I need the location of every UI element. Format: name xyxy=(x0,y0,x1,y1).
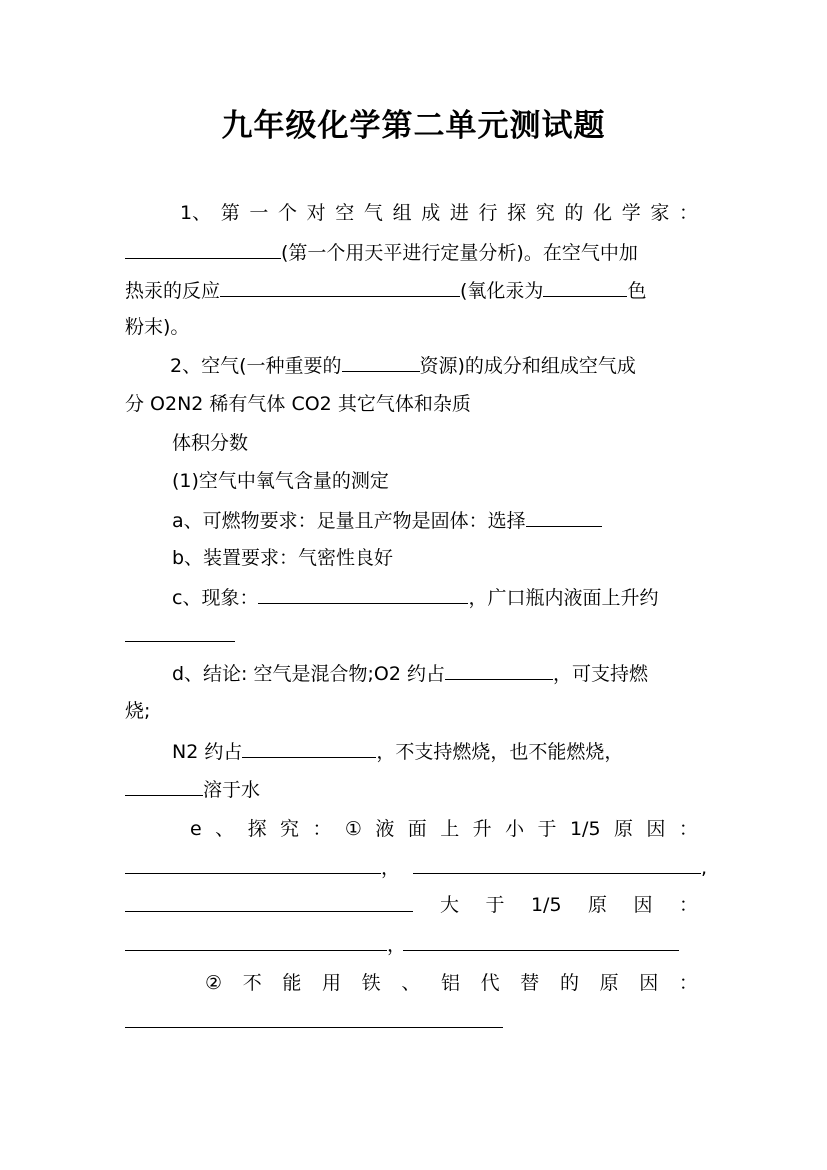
q2-item-e xyxy=(190,817,698,841)
q2-item-e-char: 面 xyxy=(407,818,427,840)
q1-line-1-char: 1、 xyxy=(180,202,212,224)
q2-item-e-2-char: 原 xyxy=(599,972,619,994)
fill-blank-n2-fraction[interactable] xyxy=(242,739,376,758)
q2-item-e-char: 小 xyxy=(505,818,525,840)
q2-item-e-char: 升 xyxy=(472,818,492,840)
q2-item-b: b、装置要求：气密性良好 xyxy=(172,547,394,569)
q2-item-e-char: 因 xyxy=(646,818,666,840)
q1-line-2-text: (第一个用天平进行定量分析)。在空气中加 xyxy=(281,242,638,264)
q2-item-e-2-char: ② xyxy=(205,972,223,994)
fill-blank-less-reason-2[interactable] xyxy=(413,855,701,874)
q2-item-e-2-char: 不 xyxy=(242,972,262,994)
q2-item-e-blanks-1 xyxy=(125,855,707,880)
q2-n2-text-b: ，不支持燃烧，也不能燃烧， xyxy=(376,741,624,763)
q2-item-a-text: a、可燃物要求：足量且产物是固体：选择 xyxy=(172,510,526,532)
q1-line-1-char: 家 xyxy=(650,202,670,224)
q1-line-1-char: 化 xyxy=(593,202,613,224)
fill-blank-greater-reason-1[interactable] xyxy=(125,932,387,951)
fill-blank-reaction[interactable] xyxy=(220,278,460,297)
fill-blank-color[interactable] xyxy=(543,278,627,297)
q1-line-1-char: ： xyxy=(678,202,698,224)
fill-blank-less-reason-1[interactable] xyxy=(125,855,381,874)
e-comma: ， xyxy=(381,857,401,879)
q1-line-1-char: 成 xyxy=(421,202,441,224)
q2-item-e-char: e xyxy=(190,818,202,840)
q2-item-e-2-char: 、 xyxy=(401,972,421,994)
q2-item-e-char: ： xyxy=(312,818,332,840)
q1-line-3-text-b: (氧化汞为 xyxy=(460,280,544,302)
q1-line-3 xyxy=(125,278,646,303)
q2-n2-text-a: N2 约占 xyxy=(172,741,243,763)
e-comma-2: , xyxy=(701,857,708,879)
q2-item-e-greater-char: 于 xyxy=(485,894,505,916)
q1-line-4: 粉末)。 xyxy=(125,316,190,338)
q2-item-d-cont: 烧; xyxy=(125,700,151,722)
q2-item-e-char: 探 xyxy=(247,818,267,840)
q1-line-1-char: 究 xyxy=(535,202,555,224)
q2-item-e-blank-3 xyxy=(125,893,413,918)
fill-blank-o2-fraction[interactable] xyxy=(445,661,553,680)
fill-blank-iron-aluminum-reason[interactable] xyxy=(125,1009,503,1028)
q1-line-1-char: 行 xyxy=(478,202,498,224)
q2-item-e-greater xyxy=(440,893,698,917)
q2-item-e-char: 于 xyxy=(537,818,557,840)
q1-line-1-char: 对 xyxy=(306,202,326,224)
q1-line-1-char: 进 xyxy=(449,202,469,224)
q1-line-1-char: 气 xyxy=(363,202,383,224)
q1-line-1-char: 一 xyxy=(249,202,269,224)
q2-item-c-text-b: ，广口瓶内液面上升约 xyxy=(468,587,659,609)
q2-item-e-2-char: 的 xyxy=(559,972,579,994)
q2-item-e-char: 上 xyxy=(440,818,460,840)
q2-item-c xyxy=(172,585,658,610)
q2-item-e-2-char: 代 xyxy=(480,972,500,994)
q2-item-e-greater-char: 大 xyxy=(440,894,460,916)
fill-blank-scientist[interactable] xyxy=(125,240,281,259)
q1-line-1-char: 学 xyxy=(621,202,641,224)
fill-blank-combustible[interactable] xyxy=(526,508,602,527)
q2-line-4: (1)空气中氧气含量的测定 xyxy=(172,470,389,492)
q2-item-e-2-char: 铝 xyxy=(440,972,460,994)
q2-item-e-char: 、 xyxy=(215,818,235,840)
q2-item-a xyxy=(172,508,602,533)
q2-item-c-text-a: c、现象： xyxy=(172,587,259,609)
q2-item-e-2-char: 铁 xyxy=(361,972,381,994)
q2-item-e-2 xyxy=(205,971,698,995)
q2-item-e-char: 究 xyxy=(280,818,300,840)
q2-line-1-text-a: 2、空气(一种重要的 xyxy=(170,355,342,377)
q2-item-e-2-char: ： xyxy=(678,972,698,994)
q1-line-1-char: 组 xyxy=(392,202,412,224)
q1-line-1-char: 第 xyxy=(220,202,240,224)
q2-item-e-2-char: 能 xyxy=(282,972,302,994)
q2-item-e-char: 液 xyxy=(375,818,395,840)
q2-n2-text-c: 溶于水 xyxy=(203,779,261,801)
q1-line-1 xyxy=(180,201,698,225)
q2-item-e-greater-char: ： xyxy=(678,894,698,916)
q1-line-1-char: 个 xyxy=(278,202,298,224)
fill-blank-resource[interactable] xyxy=(342,353,420,372)
fill-blank-rise[interactable] xyxy=(125,623,235,642)
fill-blank-solubility[interactable] xyxy=(125,777,203,796)
q2-item-e-2-blank xyxy=(125,1009,503,1034)
q2-item-e-blanks-2 xyxy=(125,932,679,957)
q2-item-e-char: ① xyxy=(344,818,362,840)
q2-item-e-char: ： xyxy=(678,818,698,840)
q2-item-e-char: 1/5 xyxy=(569,818,601,840)
fill-blank-less-reason-3[interactable] xyxy=(125,893,413,912)
q1-line-3-text-a: 热汞的反应 xyxy=(125,280,221,302)
q2-line-1 xyxy=(170,353,636,378)
q1-line-1-char: 空 xyxy=(335,202,355,224)
q1-line-1-char: 探 xyxy=(507,202,527,224)
fill-blank-phenomenon[interactable] xyxy=(258,585,468,604)
q2-item-e-greater-char: 因 xyxy=(633,894,653,916)
q2-item-e-greater-char: 1/5 xyxy=(530,894,562,916)
q2-item-e-greater-char: 原 xyxy=(588,894,608,916)
document-title: 九年级化学第二单元测试题 xyxy=(221,108,606,144)
q2-item-e-2-char: 因 xyxy=(639,972,659,994)
q2-n2-cont xyxy=(125,777,260,802)
q2-line-3: 体积分数 xyxy=(172,432,249,454)
q2-item-d xyxy=(172,661,648,686)
q2-item-c-cont xyxy=(125,623,235,648)
fill-blank-greater-reason-2[interactable] xyxy=(403,932,679,951)
q2-n2-line xyxy=(172,739,623,764)
big-comma: ， xyxy=(387,934,407,956)
q2-item-e-2-char: 替 xyxy=(520,972,540,994)
q2-line-2: 分 O2N2 稀有气体 CO2 其它气体和杂质 xyxy=(125,393,471,415)
q2-item-d-text-b: ，可支持燃 xyxy=(553,663,649,685)
q1-line-2 xyxy=(125,240,638,265)
q2-item-d-text-a: d、结论: 空气是混合物;O2 约占 xyxy=(172,663,445,685)
q1-line-1-char: 的 xyxy=(564,202,584,224)
q1-line-3-text-c: 色 xyxy=(627,280,647,302)
q2-item-e-char: 原 xyxy=(613,818,633,840)
q2-item-e-2-char: 用 xyxy=(322,972,342,994)
q2-line-1-text-b: 资源)的成分和组成空气成 xyxy=(419,355,636,377)
